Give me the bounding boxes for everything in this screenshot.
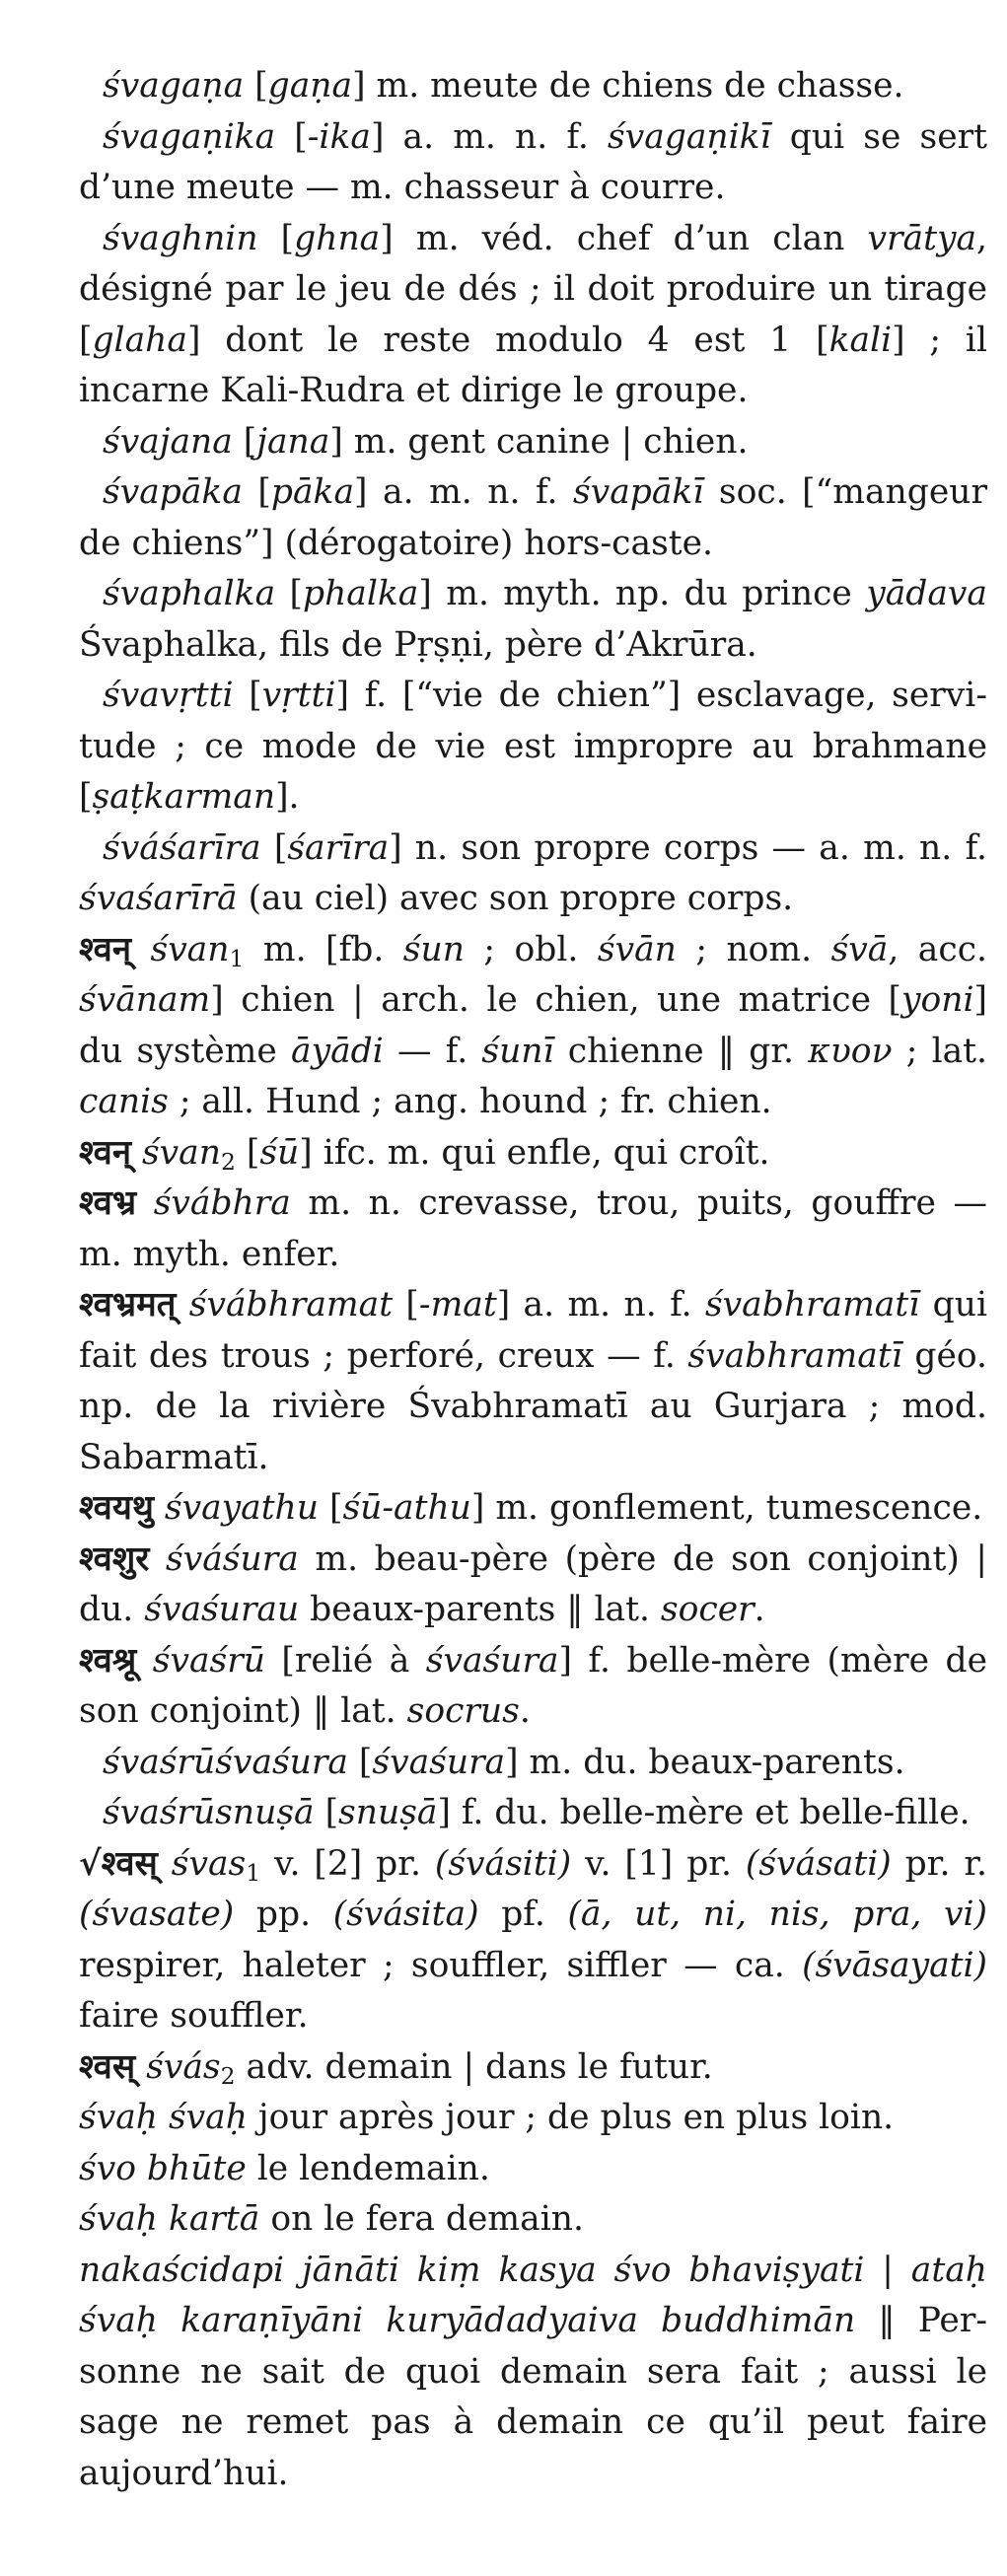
definition-text: beaux-parents ‖ lat. — [299, 1590, 661, 1629]
italic-term: śvaśrū — [152, 1640, 265, 1681]
definition-text: ] chien | arch. le chien, une matrice [ — [210, 980, 902, 1020]
definition-text: ] du système — [79, 980, 987, 1071]
italic-term: socrus — [406, 1691, 520, 1731]
dictionary-entry — [79, 1280, 987, 1483]
devanagari-headword: श्वन् — [79, 929, 131, 969]
definition-text: ; nom. — [676, 929, 831, 969]
definition-text: v. [2] pr. — [260, 1843, 435, 1884]
definition-text: adv. demain | dans le futur. — [235, 2046, 713, 2087]
definition-text — [154, 1488, 165, 1528]
italic-term: -mat — [418, 1285, 497, 1324]
definition-text: m. n. crevasse, trou, puits, gouffre — m. myth. enfer. — [79, 1183, 987, 1274]
devanagari-headword: श्वशुर — [79, 1538, 150, 1579]
entries-list — [79, 61, 987, 2499]
italic-term: śvayathu — [164, 1488, 320, 1528]
italic-term: śvabhramatī — [704, 1285, 920, 1324]
definition-text: [ — [235, 1132, 260, 1173]
definition-text — [131, 1133, 142, 1173]
dictionary-entry — [79, 671, 987, 823]
definition-text: [ — [233, 676, 262, 715]
definition-text: ] a. m. n. f. — [354, 472, 574, 512]
italic-term: śvānam — [79, 980, 211, 1020]
italic-term: phalka — [303, 574, 419, 613]
italic-term: śvan — [150, 929, 230, 969]
italic-term: śvan — [141, 1132, 221, 1173]
definition-text: ] m. gonflement, tumescence. — [470, 1488, 983, 1528]
definition-text: [ — [242, 472, 271, 512]
devanagari-headword: श्वस् — [79, 2046, 136, 2087]
definition-text — [149, 1539, 166, 1579]
dictionary-entry — [79, 417, 987, 468]
italic-term: śvabhramatī — [687, 1335, 902, 1376]
definition-text: . — [754, 1590, 765, 1629]
definition-text: jour après jour ; de plus en plus loin. — [247, 2098, 895, 2137]
italic-term: āyādi — [291, 1031, 384, 1071]
italic-term: jana — [256, 421, 330, 462]
devanagari-headword: श्वयथु — [79, 1488, 154, 1528]
italic-term: (śvásati) — [745, 1843, 892, 1884]
homonym-index: 1 — [229, 944, 245, 972]
italic-term: śvaḥ kartā — [79, 2199, 260, 2239]
definition-text: ] m. myth. np. du prince — [418, 574, 867, 613]
dictionary-entry — [79, 1535, 987, 1636]
definition-text — [158, 1844, 172, 1884]
italic-term: śvaśrūsnuṣā — [103, 1793, 315, 1832]
definition-text: ; all. Hund ; ang. hound ; fr. chien. — [168, 1082, 772, 1121]
definition-text — [136, 1641, 152, 1681]
italic-term: śvaśurau — [144, 1590, 300, 1629]
dictionary-entry — [79, 925, 987, 1128]
italic-term: śū-athu — [342, 1488, 471, 1528]
dictionary-entry — [79, 569, 987, 671]
definition-text: v. [1] pr. — [571, 1843, 746, 1884]
definition-text — [131, 930, 150, 969]
definition-text: ] dont le reste modulo 4 est 1 [ — [186, 320, 829, 360]
italic-term: śvaśarīrā — [79, 879, 238, 918]
definition-text: pp. — [234, 1895, 333, 1934]
definition-text: Personne ne sait de quoi demain sera fait ; aussi le sage ne remet pas à demain ce qu’il peut faire aujourd’hui. — [79, 2301, 987, 2493]
italic-term: śvapākī — [573, 472, 704, 512]
italic-term: vrātya — [867, 218, 977, 258]
italic-term: śvábhramat — [188, 1285, 394, 1324]
dictionary-entry — [79, 112, 987, 214]
definition-text: ] a. m. n. f. — [370, 116, 609, 157]
dictionary-entry — [79, 2246, 987, 2500]
italic-term: socer — [660, 1590, 755, 1629]
italic-term: śvā — [830, 929, 889, 969]
definition-text: ] f. belle-mère (mère de son conjoint) ‖ lat. — [79, 1640, 987, 1731]
definition-text: [ — [257, 218, 295, 258]
dictionary-entry — [79, 1483, 987, 1535]
definition-text: faire souffler. — [79, 1996, 309, 2036]
definition-text: [ — [393, 1285, 419, 1324]
definition-text: ] a. m. n. f. — [496, 1285, 705, 1324]
definition-text: [ — [347, 1742, 373, 1782]
definition-text: . — [519, 1691, 531, 1731]
dictionary-entry — [79, 823, 987, 925]
italic-term: canis — [79, 1082, 169, 1121]
definition-text: qui se sert d’une meute — m. chasseur à courre. — [79, 116, 987, 207]
dictionary-entry — [79, 2093, 987, 2144]
dictionary-entry — [79, 1738, 987, 1789]
italic-term: kali — [828, 320, 893, 360]
definition-text: chienne ‖ gr. — [553, 1031, 809, 1071]
italic-term: śvaśura — [425, 1640, 559, 1681]
italic-term: glaha — [92, 320, 187, 360]
dictionary-entry — [79, 467, 987, 569]
dictionary-entry — [79, 61, 987, 112]
italic-term: śunī — [481, 1031, 554, 1071]
italic-term: śváśarīra — [103, 827, 261, 868]
italic-term: nakaścidapi jānāti kiṃ kasya śvo bhaviṣyati | ataḥ śvaḥ karaṇīyāni kuryādadyaiva buddhimān ‖ — [79, 2250, 987, 2340]
definition-text: ] m. véd. chef d’un clan — [380, 218, 868, 258]
definition-text: — f. — [383, 1031, 482, 1071]
italic-term: śváśura — [166, 1538, 299, 1579]
italic-term: vṛtti — [261, 676, 336, 715]
definition-text: [ — [319, 1488, 343, 1528]
homonym-index: 1 — [246, 1858, 261, 1887]
italic-term: śvas — [171, 1843, 247, 1884]
definition-text: , désigné par le jeu de dés ; il doit produire un tirage [ — [79, 218, 987, 360]
italic-term: (śvásita) — [332, 1895, 479, 1934]
definition-text — [176, 1285, 188, 1324]
dictionary-entry — [79, 1128, 987, 1180]
italic-term: śvaphalka — [103, 574, 276, 613]
dictionary-entry — [79, 2042, 987, 2094]
italic-term: yoni — [901, 980, 974, 1020]
italic-term: śvavṛtti — [103, 676, 234, 715]
definition-text: ] ifc. m. qui enfle, qui croît. — [299, 1132, 770, 1173]
italic-term: ṣaṭkarman — [92, 777, 276, 817]
italic-term: snuṣā — [338, 1793, 438, 1832]
definition-text: respirer, haleter ; souffler, siffler — ca. — [79, 1945, 803, 1985]
italic-term: ghna — [294, 218, 381, 258]
definition-text: [ — [275, 574, 303, 613]
definition-text — [135, 2047, 146, 2087]
definition-text: m. beau-père (père de son conjoint) | du. — [79, 1538, 987, 1629]
definition-text: , acc. — [888, 929, 987, 969]
italic-term: pāka — [270, 472, 355, 512]
italic-term: śvo bhūte — [79, 2148, 247, 2188]
italic-term: śvás — [146, 2046, 221, 2087]
definition-text: ; lat. — [892, 1031, 987, 1071]
definition-text: pr. r. — [891, 1843, 988, 1884]
italic-term: śvaśura — [372, 1742, 506, 1782]
definition-text: ] n. son propre corps — a. m. n. f. — [389, 827, 987, 868]
italic-term: śvagaṇika — [103, 116, 276, 157]
italic-term: śvaghnin — [103, 218, 258, 258]
italic-term: (śvasate) — [79, 1895, 235, 1934]
definition-text: ] m. du. beaux-parents. — [505, 1742, 905, 1782]
italic-term: śun — [402, 929, 465, 969]
dictionary-entry — [79, 214, 987, 417]
definition-text: ] m. meute de chiens de chasse. — [352, 66, 904, 106]
dictionary-entry — [79, 1179, 987, 1280]
italic-term: śvaḥ śvaḥ — [79, 2098, 248, 2137]
italic-term: -ika — [307, 116, 371, 157]
dictionary-entry — [79, 2144, 987, 2195]
devanagari-headword: श्वभ्रमत् — [79, 1285, 177, 1324]
italic-term: yādava — [866, 574, 987, 613]
italic-term: śvaśrūśvaśura — [103, 1742, 348, 1782]
devanagari-headword: √श्वस् — [79, 1843, 158, 1884]
dictionary-entry — [79, 1636, 987, 1738]
definition-text: ]. — [275, 777, 300, 817]
italic-term: śvagaṇa — [103, 66, 245, 106]
definition-text: soc. [“mangeur de chiens”] (dérogatoire) hors-caste. — [79, 472, 987, 563]
definition-text: Śvaphalka, fils de Pṛṣṇi, père d’Akrūra. — [79, 624, 757, 665]
definition-text: qui fait des trous ; perforé, creux — f. — [79, 1285, 987, 1376]
definition-text: ; obl. — [464, 929, 598, 969]
italic-term: śvapāka — [103, 472, 243, 512]
definition-text: pf. — [478, 1895, 568, 1934]
devanagari-headword: श्वश्रू — [79, 1640, 137, 1681]
definition-text: ] ; il incarne Kali-Rudra et dirige le groupe. — [79, 320, 987, 410]
definition-text: (au ciel) avec son propre corps. — [237, 879, 794, 918]
italic-term: (śvāsayati) — [802, 1945, 987, 1985]
definition-text: ] f. du. belle-mère et belle-fille. — [437, 1793, 971, 1832]
devanagari-headword: श्वन् — [79, 1132, 131, 1173]
definition-text: [ — [244, 66, 268, 106]
italic-term: (ā, ut, ni, nis, pra, vi) — [567, 1895, 987, 1934]
italic-term: śū — [259, 1132, 300, 1173]
definition-text: on le fera demain. — [259, 2199, 584, 2239]
italic-term: śarīra — [287, 827, 390, 868]
definition-text: le lendemain. — [246, 2148, 490, 2188]
dictionary-entry — [79, 1788, 987, 1839]
devanagari-headword: श्वभ्र — [79, 1183, 137, 1223]
definition-text: [ — [232, 421, 257, 462]
definition-text: [relié à — [264, 1640, 426, 1681]
homonym-index: 2 — [220, 2061, 236, 2090]
italic-term: śvagaṇikī — [608, 116, 771, 157]
definition-text: ] f. [“vie de chien”] esclavage, servitude ; ce mode de vie est impropre au brahmane [ — [79, 676, 987, 817]
definition-text: [ — [314, 1793, 339, 1832]
definition-text: [ — [260, 827, 288, 868]
dictionary-entry — [79, 2194, 987, 2246]
italic-term: śvān — [597, 929, 677, 969]
definition-text — [136, 1183, 154, 1223]
homonym-index: 2 — [220, 1147, 236, 1176]
dictionary-entry — [79, 1839, 987, 2042]
definition-text: ] m. gent canine | chien. — [329, 421, 749, 462]
italic-term: gaṇa — [267, 66, 353, 106]
italic-term: śvajana — [103, 421, 233, 462]
definition-text: géo. np. de la rivière Śvabhramatī au Gurjara ; mod. Sabarmatī. — [79, 1335, 987, 1477]
italic-term: κυον — [808, 1031, 893, 1071]
definition-text: [ — [275, 116, 308, 157]
italic-term: śvábhra — [153, 1183, 291, 1223]
definition-text: m. [fb. — [244, 929, 403, 969]
italic-term: (śvásiti) — [434, 1843, 572, 1884]
